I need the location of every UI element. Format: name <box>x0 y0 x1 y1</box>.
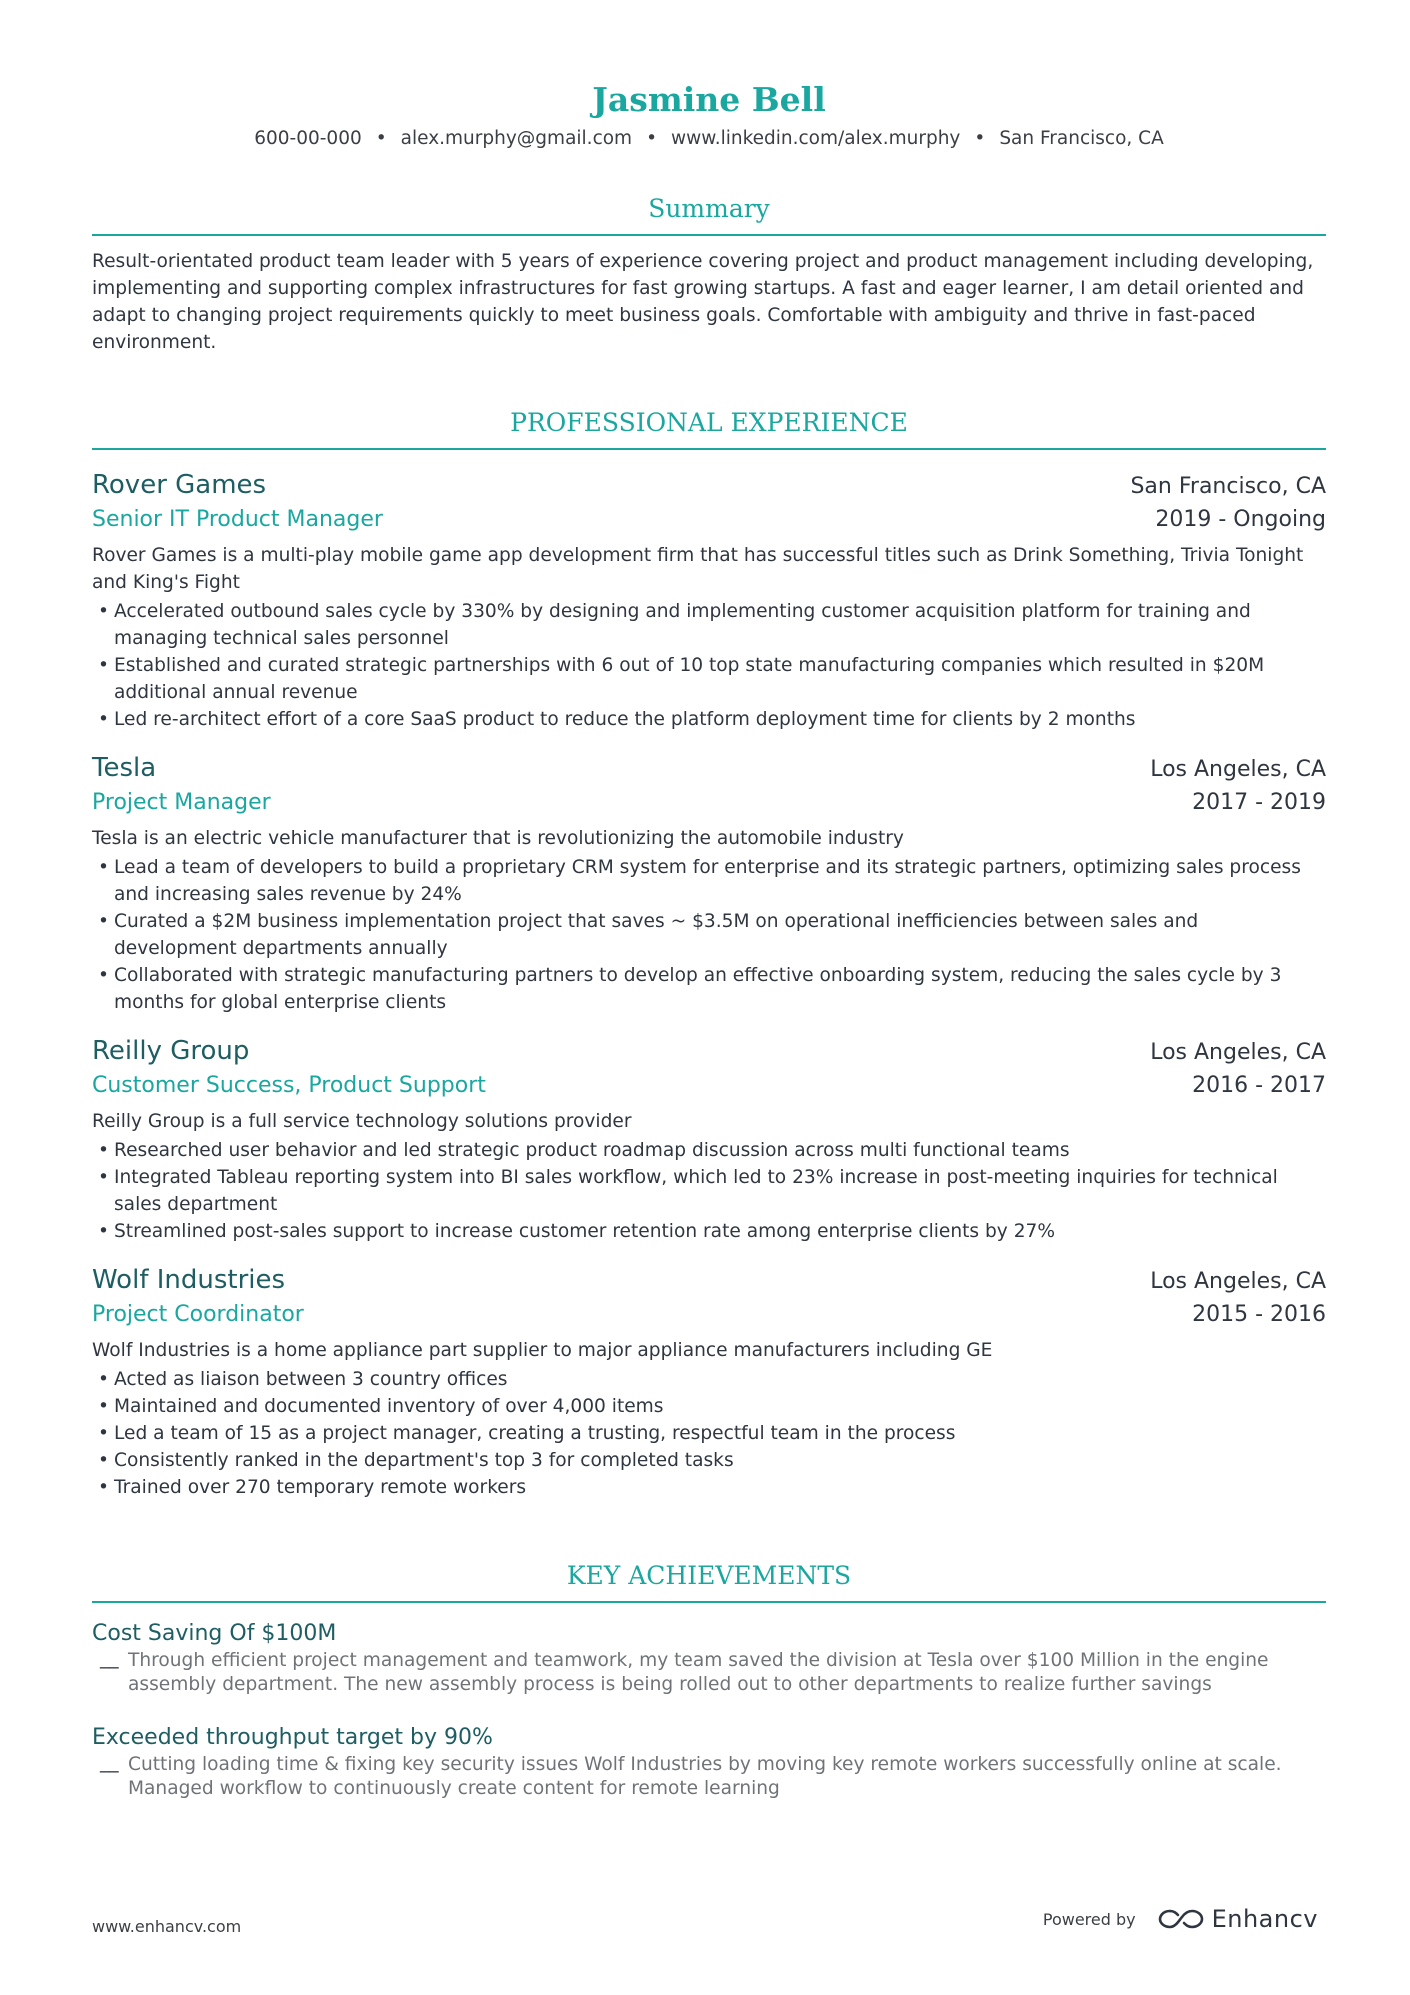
brand-name: Enhancv <box>1211 1905 1318 1933</box>
summary-heading: Summary <box>92 192 1326 236</box>
candidate-name: Jasmine Bell <box>592 80 826 119</box>
bullet-item <box>92 1218 1326 1245</box>
bullet-dot-icon: • <box>98 1477 109 1498</box>
bullet-dot-icon: • <box>98 911 109 932</box>
job-location: Los Angeles, CA <box>1150 1269 1326 1294</box>
bullet-dot-icon: • <box>98 1369 109 1390</box>
job-location: San Francisco, CA <box>1130 474 1326 499</box>
bullet-text: Led a team of 15 as a project manager, creating a trusting, respectful team in the process <box>114 1423 956 1444</box>
bullet-text: Trained over 270 temporary remote workers <box>114 1477 527 1498</box>
separator-dot: • <box>646 128 657 149</box>
job-role: Senior IT Product Manager <box>92 507 383 532</box>
job-role: Project Coordinator <box>92 1302 304 1327</box>
bullet-text: Consistently ranked in the department's top 3 for completed tasks <box>114 1450 734 1471</box>
footer-website[interactable]: www.enhancv.com <box>92 1917 242 1936</box>
bullet-text: Established and curated strategic partnerships with 6 out of 10 top state manufacturing companies which resulted in $20M additional annual revenue <box>114 655 1265 703</box>
summary-text: Result-orientated product team leader with 5 years of experience covering project and product management including developing, implementing and supporting complex infrastructures for fast growing startups. A fast and eager learner, I am detail oriented and adapt to changing project requirements quickly to meet business goals. Comfortable with ambiguity and thrive in fast-paced environment. <box>92 251 1314 353</box>
achievement-body <box>92 1649 1326 1697</box>
experience-heading: PROFESSIONAL EXPERIENCE <box>92 406 1326 450</box>
bullet-text: Collaborated with strategic manufacturing partners to develop an effective onboarding system, reducing the sales cycle by 3 months for global enterprise clients <box>114 965 1282 1013</box>
job-role: Customer Success, Product Support <box>92 1073 486 1098</box>
bullet-text: Researched user behavior and led strategic product roadmap discussion across multi functional teams <box>114 1140 1070 1161</box>
achievements-heading: KEY ACHIEVEMENTS <box>92 1559 1326 1603</box>
bullet-item <box>92 1420 1326 1447</box>
bullet-item <box>92 652 1326 706</box>
company-name: Rover Games <box>92 470 267 500</box>
bullet-dot-icon: • <box>98 1221 109 1242</box>
bullet-item <box>92 1474 1326 1501</box>
bullet-dot-icon: • <box>98 1140 109 1161</box>
bullet-dot-icon: • <box>98 655 109 676</box>
separator-dot: • <box>375 128 387 149</box>
bullet-item <box>92 908 1326 962</box>
job-entry <box>92 1034 1326 1245</box>
job-dates: 2017 - 2019 <box>1192 790 1326 815</box>
job-entry <box>92 751 1326 1016</box>
bullet-dot-icon: • <box>98 1396 109 1417</box>
enhancv-logo-icon <box>1158 1907 1204 1931</box>
resume-page <box>92 0 1326 1801</box>
dash-icon: __ <box>100 1752 119 1773</box>
job-role: Project Manager <box>92 790 271 815</box>
bullet-text: Curated a $2M business implementation project that saves ~ $3.5M on operational inefficiencies between sales and development departments annually <box>114 911 1199 959</box>
job-bullets <box>92 854 1326 1016</box>
bullet-text: Integrated Tableau reporting system into BI sales workflow, which led to 23% increase in post-meeting inquiries for technical sales department <box>114 1167 1278 1215</box>
achievement-title: Cost Saving Of $100M <box>92 1621 337 1646</box>
powered-by-label: Powered by <box>1042 1909 1136 1929</box>
job-bullets <box>92 598 1326 733</box>
job-entry <box>92 468 1326 733</box>
bullet-item <box>92 1137 1326 1164</box>
bullet-dot-icon: • <box>98 965 109 986</box>
location: San Francisco, CA <box>999 128 1164 149</box>
email[interactable]: alex.murphy@gmail.com <box>400 128 633 149</box>
job-description: Reilly Group is a full service technology solutions provider <box>92 1111 632 1132</box>
bullet-text: Lead a team of developers to build a proprietary CRM system for enterprise and its strategic partners, optimizing sales process and increasing sales revenue by 24% <box>114 857 1301 905</box>
bullet-dot-icon: • <box>98 1423 109 1444</box>
bullet-item <box>92 854 1326 908</box>
bullet-text: Led re-architect effort of a core SaaS product to reduce the platform deployment time for clients by 2 months <box>114 709 1136 730</box>
achievement-body <box>92 1753 1326 1801</box>
bullet-item <box>92 962 1326 1016</box>
bullet-item <box>92 1393 1326 1420</box>
linkedin[interactable]: www.linkedin.com/alex.murphy <box>671 128 961 149</box>
bullet-item <box>92 1164 1326 1218</box>
brand-logo[interactable] <box>1158 1905 1318 1933</box>
bullet-item <box>92 598 1326 652</box>
phone: 600-00-000 <box>254 128 362 149</box>
experience-list <box>92 468 1326 1501</box>
bullet-item <box>92 1366 1326 1393</box>
job-description: Tesla is an electric vehicle manufacturer that is revolutionizing the automobile industry <box>92 828 904 849</box>
job-location: Los Angeles, CA <box>1150 1040 1326 1065</box>
bullet-item <box>92 706 1326 733</box>
bullet-item <box>92 1447 1326 1474</box>
job-description: Wolf Industries is a home appliance part supplier to major appliance manufacturers including GE <box>92 1340 993 1361</box>
job-entry <box>92 1263 1326 1501</box>
achievement-item <box>92 1619 1326 1697</box>
bullet-dot-icon: • <box>98 857 109 878</box>
achievement-text: Cutting loading time & fixing key security issues Wolf Industries by moving key remote workers successfully online at scale. Managed workflow to continuously create content for remote learning <box>128 1754 1282 1799</box>
bullet-text: Maintained and documented inventory of over 4,000 items <box>114 1396 664 1417</box>
achievement-text: Through efficient project management and teamwork, my team saved the division at Tesla over $100 Million in the engine assembly department. The new assembly process is being rolled out to other departments to realize further savings <box>128 1650 1269 1695</box>
separator-dot: • <box>974 128 986 149</box>
bullet-text: Streamlined post-sales support to increase customer retention rate among enterprise clients by 27% <box>114 1221 1056 1242</box>
job-bullets <box>92 1366 1326 1501</box>
job-dates: 2015 - 2016 <box>1192 1302 1326 1327</box>
bullet-text: Acted as liaison between 3 country offices <box>114 1369 508 1390</box>
job-dates: 2019 - Ongoing <box>1155 507 1326 532</box>
bullet-text: Accelerated outbound sales cycle by 330% by designing and implementing customer acquisition platform for training and managing technical sales personnel <box>114 601 1251 649</box>
achievement-item <box>92 1723 1326 1801</box>
achievement-title: Exceeded throughput target by 90% <box>92 1725 493 1750</box>
footer-branding <box>1043 1905 1318 1933</box>
job-dates: 2016 - 2017 <box>1192 1073 1326 1098</box>
bullet-dot-icon: • <box>98 601 109 622</box>
company-name: Wolf Industries <box>92 1265 286 1295</box>
job-bullets <box>92 1137 1326 1245</box>
bullet-dot-icon: • <box>98 709 109 730</box>
job-location: Los Angeles, CA <box>1150 757 1326 782</box>
bullet-dot-icon: • <box>98 1167 109 1188</box>
contact-line <box>92 126 1326 152</box>
job-description: Rover Games is a multi-play mobile game app development firm that has successful titles such as Drink Something, Trivia Tonight and King's Fight <box>92 545 1304 593</box>
bullet-dot-icon: • <box>98 1450 109 1471</box>
company-name: Tesla <box>92 753 157 783</box>
dash-icon: __ <box>100 1648 119 1669</box>
company-name: Reilly Group <box>92 1036 250 1066</box>
